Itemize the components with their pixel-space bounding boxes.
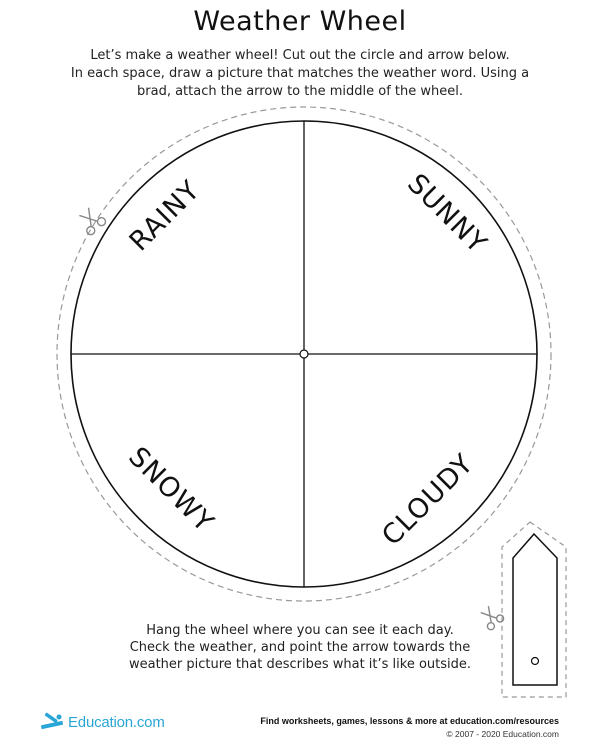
arrow-brad-hole xyxy=(532,658,539,665)
resources-link-text[interactable]: Find worksheets, games, lessons & more at education.com/resources xyxy=(260,716,559,726)
page-title: Weather Wheel xyxy=(193,6,407,37)
copyright-text: © 2007 - 2020 Education.com xyxy=(446,729,559,739)
hang-instructions xyxy=(100,622,500,673)
instruction-line: Check the weather, and point the arrow towards the xyxy=(129,640,471,655)
label-snowy: SNOWY xyxy=(122,441,220,539)
education-logo[interactable] xyxy=(40,711,165,733)
label-rainy: RAINY xyxy=(123,174,207,258)
education-logo-icon xyxy=(40,711,66,733)
instruction-line: Hang the wheel where you can see it each day. xyxy=(146,623,454,638)
intro-line: Let’s make a weather wheel! Cut out the circle and arrow below. xyxy=(90,48,510,63)
intro-line: In each space, draw a picture that matches the weather word. Using a xyxy=(70,66,530,81)
logo-text: Education.com xyxy=(68,713,165,731)
wheel-center-hole xyxy=(300,350,308,358)
instruction-line: weather picture that describes what it’s like outside. xyxy=(128,657,472,672)
scissors-icon xyxy=(76,205,108,237)
intro-line: brad, attach the arrow to the middle of the wheel. xyxy=(137,84,463,99)
label-cloudy: CLOUDY xyxy=(376,448,480,552)
label-sunny: SUNNY xyxy=(401,168,493,260)
